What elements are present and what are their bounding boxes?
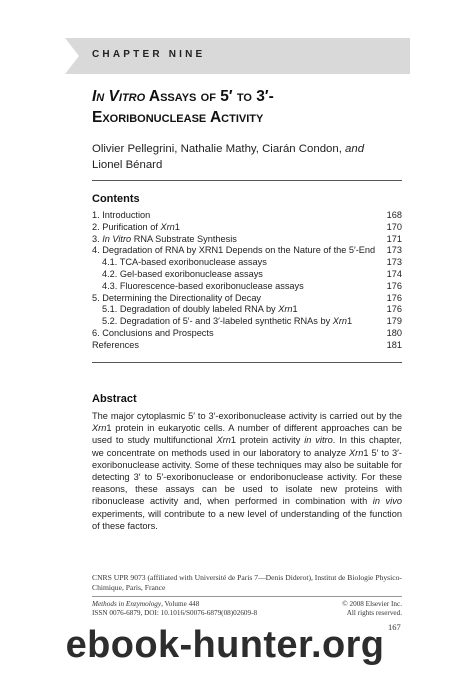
issn-doi: ISSN 0076-6879, DOI: 10.1016/S0076-6879(08)02609-8 xyxy=(92,609,258,617)
footer-rule xyxy=(92,596,402,597)
footer-line-1 xyxy=(92,600,402,609)
footer-line-2 xyxy=(92,609,402,618)
copyright: © 2008 Elsevier Inc. xyxy=(342,600,402,608)
journal-volume: , Volume 448 xyxy=(161,600,200,608)
toc-subentry[interactable]: 4.2. Gel-based exoribonuclease assays 174 xyxy=(102,268,402,279)
watermark-logo: ebook-hunter.org xyxy=(65,624,385,666)
table-of-contents xyxy=(92,210,402,352)
title-line2: Exoribonuclease Activity xyxy=(92,109,264,126)
chapter-arrow-notch xyxy=(65,38,79,74)
toc-entry[interactable]: 2. Purification of Xrn1 170 xyxy=(92,221,402,232)
toc-subentry[interactable]: 4.3. Fluorescence-based exoribonuclease assays 176 xyxy=(102,280,402,291)
author-last: Lionel Bénard xyxy=(92,159,163,171)
title-italic: In Vitro xyxy=(92,88,146,105)
toc-entry[interactable]: 3. In Vitro RNA Substrate Synthesis 171 xyxy=(92,233,402,244)
title-line1-rest: Assays of 5′ to 3′- xyxy=(145,88,274,105)
abstract-body: The major cytoplasmic 5′ to 3′-exoribonuclease activity is carried out by the Xrn1 protein in eukaryotic cells. A number of different approaches can be used to study multifunctional Xrn1 protein activity in vitro. In this chapter, we concentrate on methods used in our laboratory to analyze Xrn1 5′ to 3′-exoribonuclease activity. Some of these techniques may also be suitable for detecting 3′ to 5′-exoribonuclease or endoribonuclease activity. For these reasons, these assays can be used to isolate new proteins with ribonuclease activity and, when performed in combination with in vivo experiments, will contribute to a new level of understanding of the function of these factors. xyxy=(92,411,402,531)
author-names: Olivier Pellegrini, Nathalie Mathy, Ciarán Condon, xyxy=(92,143,342,155)
page-number: 167 xyxy=(388,622,401,632)
abstract-heading: Abstract xyxy=(92,393,137,405)
toc-subentry[interactable]: 5.2. Degradation of 5′- and 3′-labeled synthetic RNAs by Xrn1 179 xyxy=(102,316,402,327)
toc-entry[interactable]: References 181 xyxy=(92,339,402,350)
journal-name: Methods in Enzymology xyxy=(92,600,162,608)
authors xyxy=(92,141,412,173)
author-conjunction: and xyxy=(345,143,365,155)
rights: All rights reserved. xyxy=(346,609,402,617)
toc-entry[interactable]: 5. Determining the Directionality of Decay 176 xyxy=(92,292,402,303)
affiliation: CNRS UPR 9073 (affiliated with Université de Paris 7—Denis Diderot), Institut de Biologie Physico-Chimique, Paris, France xyxy=(92,573,402,592)
toc-subentry[interactable]: 4.1. TCA-based exoribonuclease assays 173 xyxy=(102,257,402,268)
divider-bottom xyxy=(92,362,402,363)
toc-subentry[interactable]: 5.1. Degradation of doubly labeled RNA by Xrn1 176 xyxy=(102,304,402,315)
contents-heading: Contents xyxy=(92,193,140,205)
toc-entry[interactable]: 6. Conclusions and Prospects 180 xyxy=(92,327,402,338)
chapter-label: CHAPTER NINE xyxy=(92,49,206,60)
chapter-title xyxy=(92,86,412,128)
divider-top xyxy=(92,180,402,181)
toc-entry[interactable]: 1. Introduction 168 xyxy=(92,210,402,220)
toc-entry[interactable]: 4. Degradation of RNA by XRN1 Depends on the Nature of the 5′-End 173 xyxy=(92,245,402,256)
